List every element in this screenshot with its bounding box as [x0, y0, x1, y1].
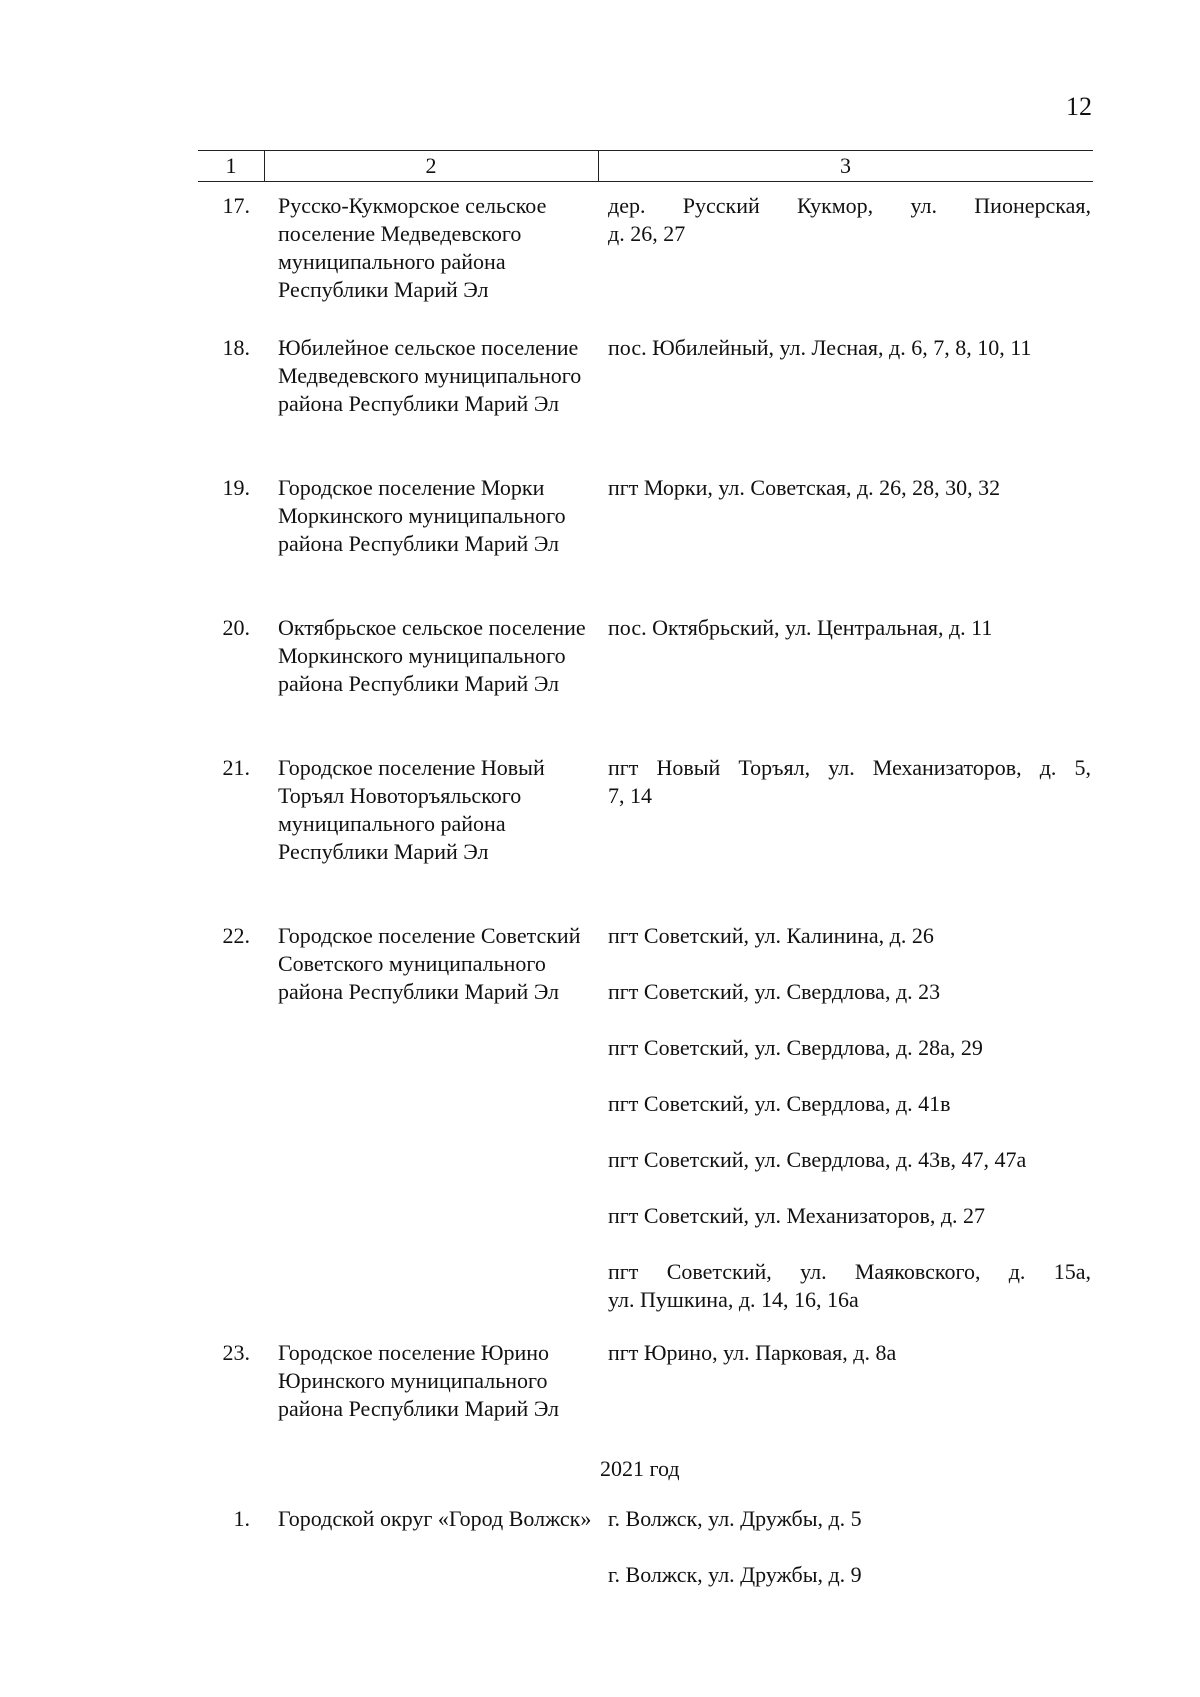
municipality-name: Городское поселение Морки Моркинского муниципального района Республики Марий Эл: [278, 475, 566, 556]
address-list: [608, 614, 1091, 642]
address: [608, 1090, 1091, 1118]
address: [608, 1339, 1091, 1367]
address-line: пгт Советский, ул. Свердлова, д. 23: [608, 979, 941, 1004]
row-number: 23.: [222, 1340, 250, 1365]
municipality-name: Городской округ «Город Волжск»: [278, 1506, 592, 1531]
address-list: [608, 922, 1091, 1314]
year-heading: 2021 год: [600, 1456, 680, 1481]
row-number: 19.: [222, 475, 250, 500]
address-line: пгт Советский, ул. Свердлова, д. 43в, 47, 47а: [608, 1147, 1027, 1172]
address: [608, 474, 1091, 502]
municipality-name: Городское поселение Новый Торъял Новоторъяльского муниципального района Республики Марий Эл: [278, 755, 545, 864]
municipality-name: Октябрьское сельское поселение Моркинского муниципального района Республики Марий Эл: [278, 615, 586, 696]
address: [608, 334, 1091, 362]
address-line: г. Волжск, ул. Дружбы, д. 5: [608, 1506, 862, 1531]
address-list: [608, 334, 1091, 362]
page-number: 12: [1066, 92, 1092, 121]
address-list: [608, 1505, 1091, 1589]
address-list: [608, 192, 1091, 248]
municipality-name: Русско-Кукморское сельское поселение Медведевского муниципального района Республики Марий Эл: [278, 193, 547, 302]
address-line: г. Волжск, ул. Дружбы, д. 9: [608, 1562, 862, 1587]
row-number: 18.: [222, 335, 250, 360]
address-line: пос. Октябрьский, ул. Центральная, д. 11: [608, 615, 993, 640]
header-col-1: 1: [198, 151, 265, 181]
row-number: 20.: [222, 615, 250, 640]
address-line: пгт Новый Торъял, ул. Механизаторов, д. 5,: [608, 755, 1091, 780]
address: [608, 1505, 1091, 1533]
table-header: [198, 150, 1093, 182]
address: [608, 922, 1091, 950]
address-list: [608, 1339, 1091, 1367]
row-number: 17.: [222, 193, 250, 218]
address: [608, 1561, 1091, 1589]
address-list: [608, 754, 1091, 810]
address: [608, 1034, 1091, 1062]
address: [608, 754, 1091, 810]
address-line: пгт Советский, ул. Свердлова, д. 41в: [608, 1091, 951, 1116]
municipality-name: Городское поселение Юрино Юринского муниципального района Республики Марий Эл: [278, 1340, 560, 1421]
address-line: д. 26, 27: [608, 221, 686, 246]
address: [608, 1258, 1091, 1314]
address-line: пгт Юрино, ул. Парковая, д. 8а: [608, 1340, 897, 1365]
address-line: пгт Советский, ул. Маяковского, д. 15а,: [608, 1259, 1091, 1284]
row-number: 21.: [222, 755, 250, 780]
address-list: [608, 474, 1091, 502]
address-line: пгт Морки, ул. Советская, д. 26, 28, 30, 32: [608, 475, 1001, 500]
address: [608, 192, 1091, 248]
address-line: пгт Советский, ул. Механизаторов, д. 27: [608, 1203, 986, 1228]
address-line: пос. Юбилейный, ул. Лесная, д. 6, 7, 8, 10, 11: [608, 335, 1032, 360]
municipality-name: Городское поселение Советский Советского муниципального района Республики Марий Эл: [278, 923, 581, 1004]
header-col-3: 3: [840, 153, 851, 178]
address-line: дер. Русский Кукмор, ул. Пионерская,: [608, 193, 1091, 218]
address: [608, 1202, 1091, 1230]
address-line: 7, 14: [608, 783, 652, 808]
address: [608, 614, 1091, 642]
address-line: пгт Советский, ул. Свердлова, д. 28а, 29: [608, 1035, 983, 1060]
address: [608, 1146, 1091, 1174]
address-line: ул. Пушкина, д. 14, 16, 16а: [608, 1287, 859, 1312]
address: [608, 978, 1091, 1006]
address-line: пгт Советский, ул. Калинина, д. 26: [608, 923, 934, 948]
row-number: 22.: [222, 923, 250, 948]
header-col-2: 2: [264, 151, 599, 181]
row-number: 1.: [233, 1506, 250, 1531]
municipality-name: Юбилейное сельское поселение Медведевского муниципального района Республики Марий Эл: [278, 335, 582, 416]
